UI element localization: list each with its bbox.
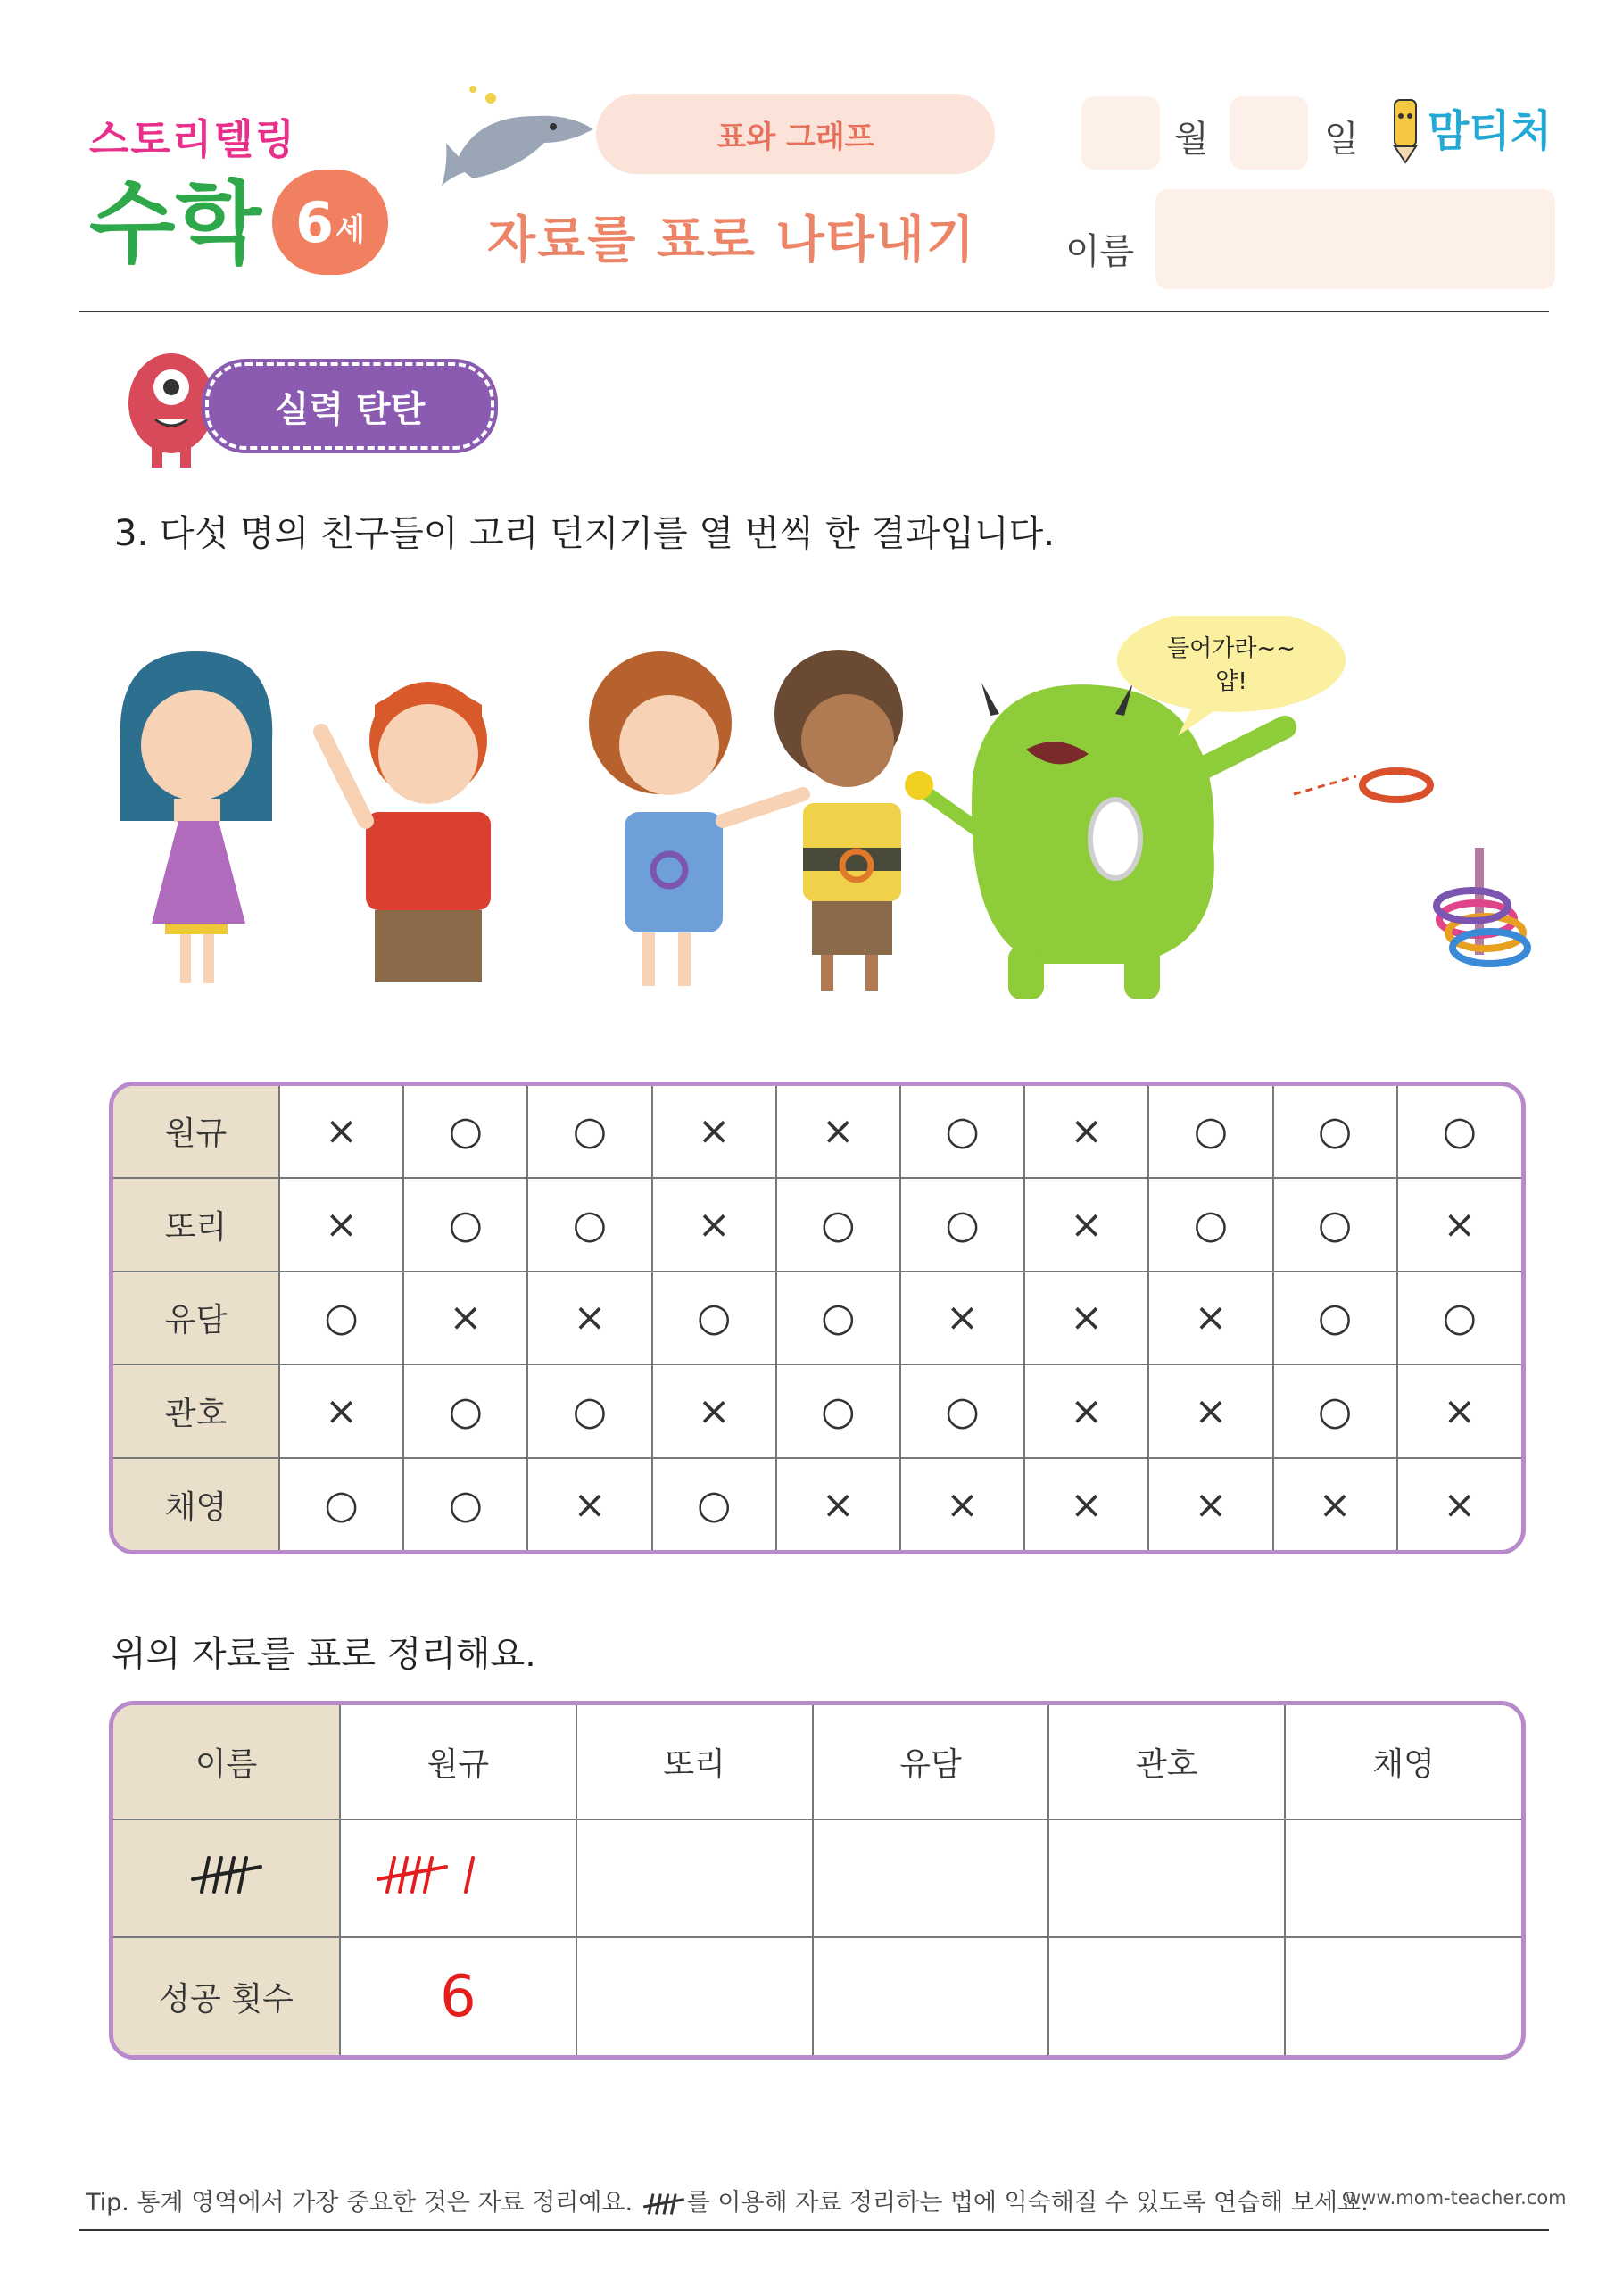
flying-ring-icon	[1362, 771, 1430, 800]
success-cell-1[interactable]: 6	[340, 1937, 576, 2055]
summary-table	[109, 1701, 1526, 2060]
name-input[interactable]	[1155, 189, 1555, 289]
tally-red-six-icon	[375, 1853, 491, 1897]
success-mark: ○	[1397, 1272, 1521, 1365]
fail-mark: ×	[403, 1272, 527, 1365]
question-text: 3. 다섯 명의 친구들이 고리 던지기를 열 번씩 한 결과입니다.	[114, 513, 1056, 554]
name-label: 이름	[1065, 231, 1135, 272]
results-row-name: 유담	[113, 1272, 279, 1365]
fail-mark: ×	[900, 1458, 1024, 1550]
fail-mark: ×	[652, 1364, 776, 1458]
child-girl-icon	[120, 651, 273, 983]
summary-name-1: 원규	[340, 1705, 576, 1819]
fail-mark: ×	[1024, 1178, 1148, 1272]
subheading: 위의 자료를 표로 정리해요.	[112, 1634, 536, 1675]
header-divider	[79, 311, 1549, 312]
success-mark: ○	[1273, 1364, 1397, 1458]
success-mark: ○	[527, 1364, 651, 1458]
success-mark: ○	[776, 1364, 900, 1458]
tally-five-inline-icon	[641, 2191, 687, 2217]
fail-mark: ×	[279, 1178, 403, 1272]
results-row	[113, 1272, 1521, 1365]
results-row	[113, 1364, 1521, 1458]
success-mark: ○	[527, 1086, 651, 1178]
speech-line-1: 들어가라~~	[1166, 635, 1296, 662]
fail-mark: ×	[1148, 1458, 1272, 1550]
footer-divider	[79, 2229, 1549, 2231]
tally-cell-5[interactable]	[1285, 1819, 1521, 1937]
success-mark: ○	[652, 1272, 776, 1365]
results-table	[109, 1082, 1526, 1554]
fail-mark: ×	[279, 1086, 403, 1178]
day-label: 일	[1324, 119, 1359, 160]
child-girl-curly-icon	[589, 651, 803, 986]
fail-mark: ×	[1024, 1086, 1148, 1178]
ring-toss-illustration	[98, 616, 1561, 1026]
success-cell-2[interactable]	[576, 1937, 813, 2055]
green-monster-icon	[905, 683, 1285, 999]
footer-url: www.mom-teacher.com	[1346, 2187, 1567, 2209]
results-row	[113, 1178, 1521, 1272]
results-row-name: 또리	[113, 1178, 279, 1272]
day-input[interactable]	[1230, 96, 1308, 170]
fail-mark: ×	[652, 1178, 776, 1272]
fail-mark: ×	[1024, 1272, 1148, 1365]
summary-name-2: 또리	[576, 1705, 813, 1819]
fail-mark: ×	[1397, 1178, 1521, 1272]
success-mark: ○	[900, 1178, 1024, 1272]
logo-title: 수학	[89, 171, 262, 276]
success-mark: ○	[403, 1086, 527, 1178]
success-mark: ○	[279, 1272, 403, 1365]
success-mark: ○	[900, 1086, 1024, 1178]
fail-mark: ×	[1148, 1364, 1272, 1458]
tally-five-icon	[189, 1853, 264, 1897]
success-mark: ○	[776, 1272, 900, 1365]
tally-cell-2[interactable]	[576, 1819, 813, 1937]
results-row	[113, 1458, 1521, 1550]
tally-cell-4[interactable]	[1048, 1819, 1285, 1937]
age-badge	[272, 170, 388, 275]
success-mark: ○	[652, 1458, 776, 1550]
success-mark: ○	[403, 1178, 527, 1272]
logo-subtitle: 스토리텔링	[89, 115, 297, 163]
fail-mark: ×	[776, 1458, 900, 1550]
dolphin-icon	[437, 80, 616, 196]
fail-mark: ×	[1148, 1272, 1272, 1365]
summary-header-label: 이름	[113, 1705, 340, 1819]
success-mark: ○	[403, 1458, 527, 1550]
fail-mark: ×	[527, 1272, 651, 1365]
brand-logo: 맘티처	[1428, 106, 1553, 156]
fail-mark: ×	[1024, 1364, 1148, 1458]
summary-name-3: 유담	[813, 1705, 1049, 1819]
pencil-mascot-icon	[1387, 93, 1423, 164]
lesson-title: 자료를 표로 나타내기	[487, 211, 976, 269]
success-mark: ○	[1397, 1086, 1521, 1178]
ring-peg-icon	[1437, 848, 1528, 964]
fail-mark: ×	[652, 1086, 776, 1178]
results-row-name: 채영	[113, 1458, 279, 1550]
success-mark: ○	[1148, 1178, 1272, 1272]
month-label: 월	[1174, 119, 1209, 160]
summary-name-4: 관호	[1048, 1705, 1285, 1819]
success-mark: ○	[279, 1458, 403, 1550]
success-mark: ○	[403, 1364, 527, 1458]
success-mark: ○	[1273, 1272, 1397, 1365]
success-mark: ○	[1273, 1086, 1397, 1178]
tally-cell-1[interactable]	[340, 1819, 576, 1937]
fail-mark: ×	[527, 1458, 651, 1550]
success-mark: ○	[1148, 1086, 1272, 1178]
child-boy-curly-icon	[774, 650, 903, 991]
child-boy-icon	[321, 682, 491, 982]
success-mark: ○	[900, 1364, 1024, 1458]
results-row-name: 원규	[113, 1086, 279, 1178]
tip-after: 를 이용해 자료 정리하는 법에 익숙해질 수 있도록 연습해 보세요.	[686, 2189, 1369, 2217]
fail-mark: ×	[1397, 1458, 1521, 1550]
fail-mark: ×	[1397, 1364, 1521, 1458]
topic-pill: 표와 그래프	[596, 94, 995, 174]
tip-text	[86, 2183, 1369, 2217]
age-unit: 세	[335, 211, 365, 248]
success-row-label: 성공 횟수	[113, 1937, 340, 2055]
fail-mark: ×	[900, 1272, 1024, 1365]
success-mark: ○	[1273, 1178, 1397, 1272]
tip-before: Tip. 통계 영역에서 가장 중요한 것은 자료 정리예요.	[86, 2189, 633, 2217]
section-badge: 실력 탄탄	[205, 362, 494, 450]
tally-row-label	[113, 1819, 340, 1937]
success-cell-5[interactable]	[1285, 1937, 1521, 2055]
results-row	[113, 1086, 1521, 1178]
fail-mark: ×	[279, 1364, 403, 1458]
fail-mark: ×	[1024, 1458, 1148, 1550]
age-number: 6	[295, 189, 335, 255]
month-input[interactable]	[1081, 96, 1160, 170]
summary-name-5: 채영	[1285, 1705, 1521, 1819]
speech-line-2: 얍!	[1215, 668, 1247, 695]
success-cell-3[interactable]	[813, 1937, 1049, 2055]
success-cell-4[interactable]	[1048, 1937, 1285, 2055]
success-mark: ○	[527, 1178, 651, 1272]
tally-cell-3[interactable]	[813, 1819, 1049, 1937]
results-row-name: 관호	[113, 1364, 279, 1458]
success-mark: ○	[776, 1178, 900, 1272]
fail-mark: ×	[776, 1086, 900, 1178]
fail-mark: ×	[1273, 1458, 1397, 1550]
